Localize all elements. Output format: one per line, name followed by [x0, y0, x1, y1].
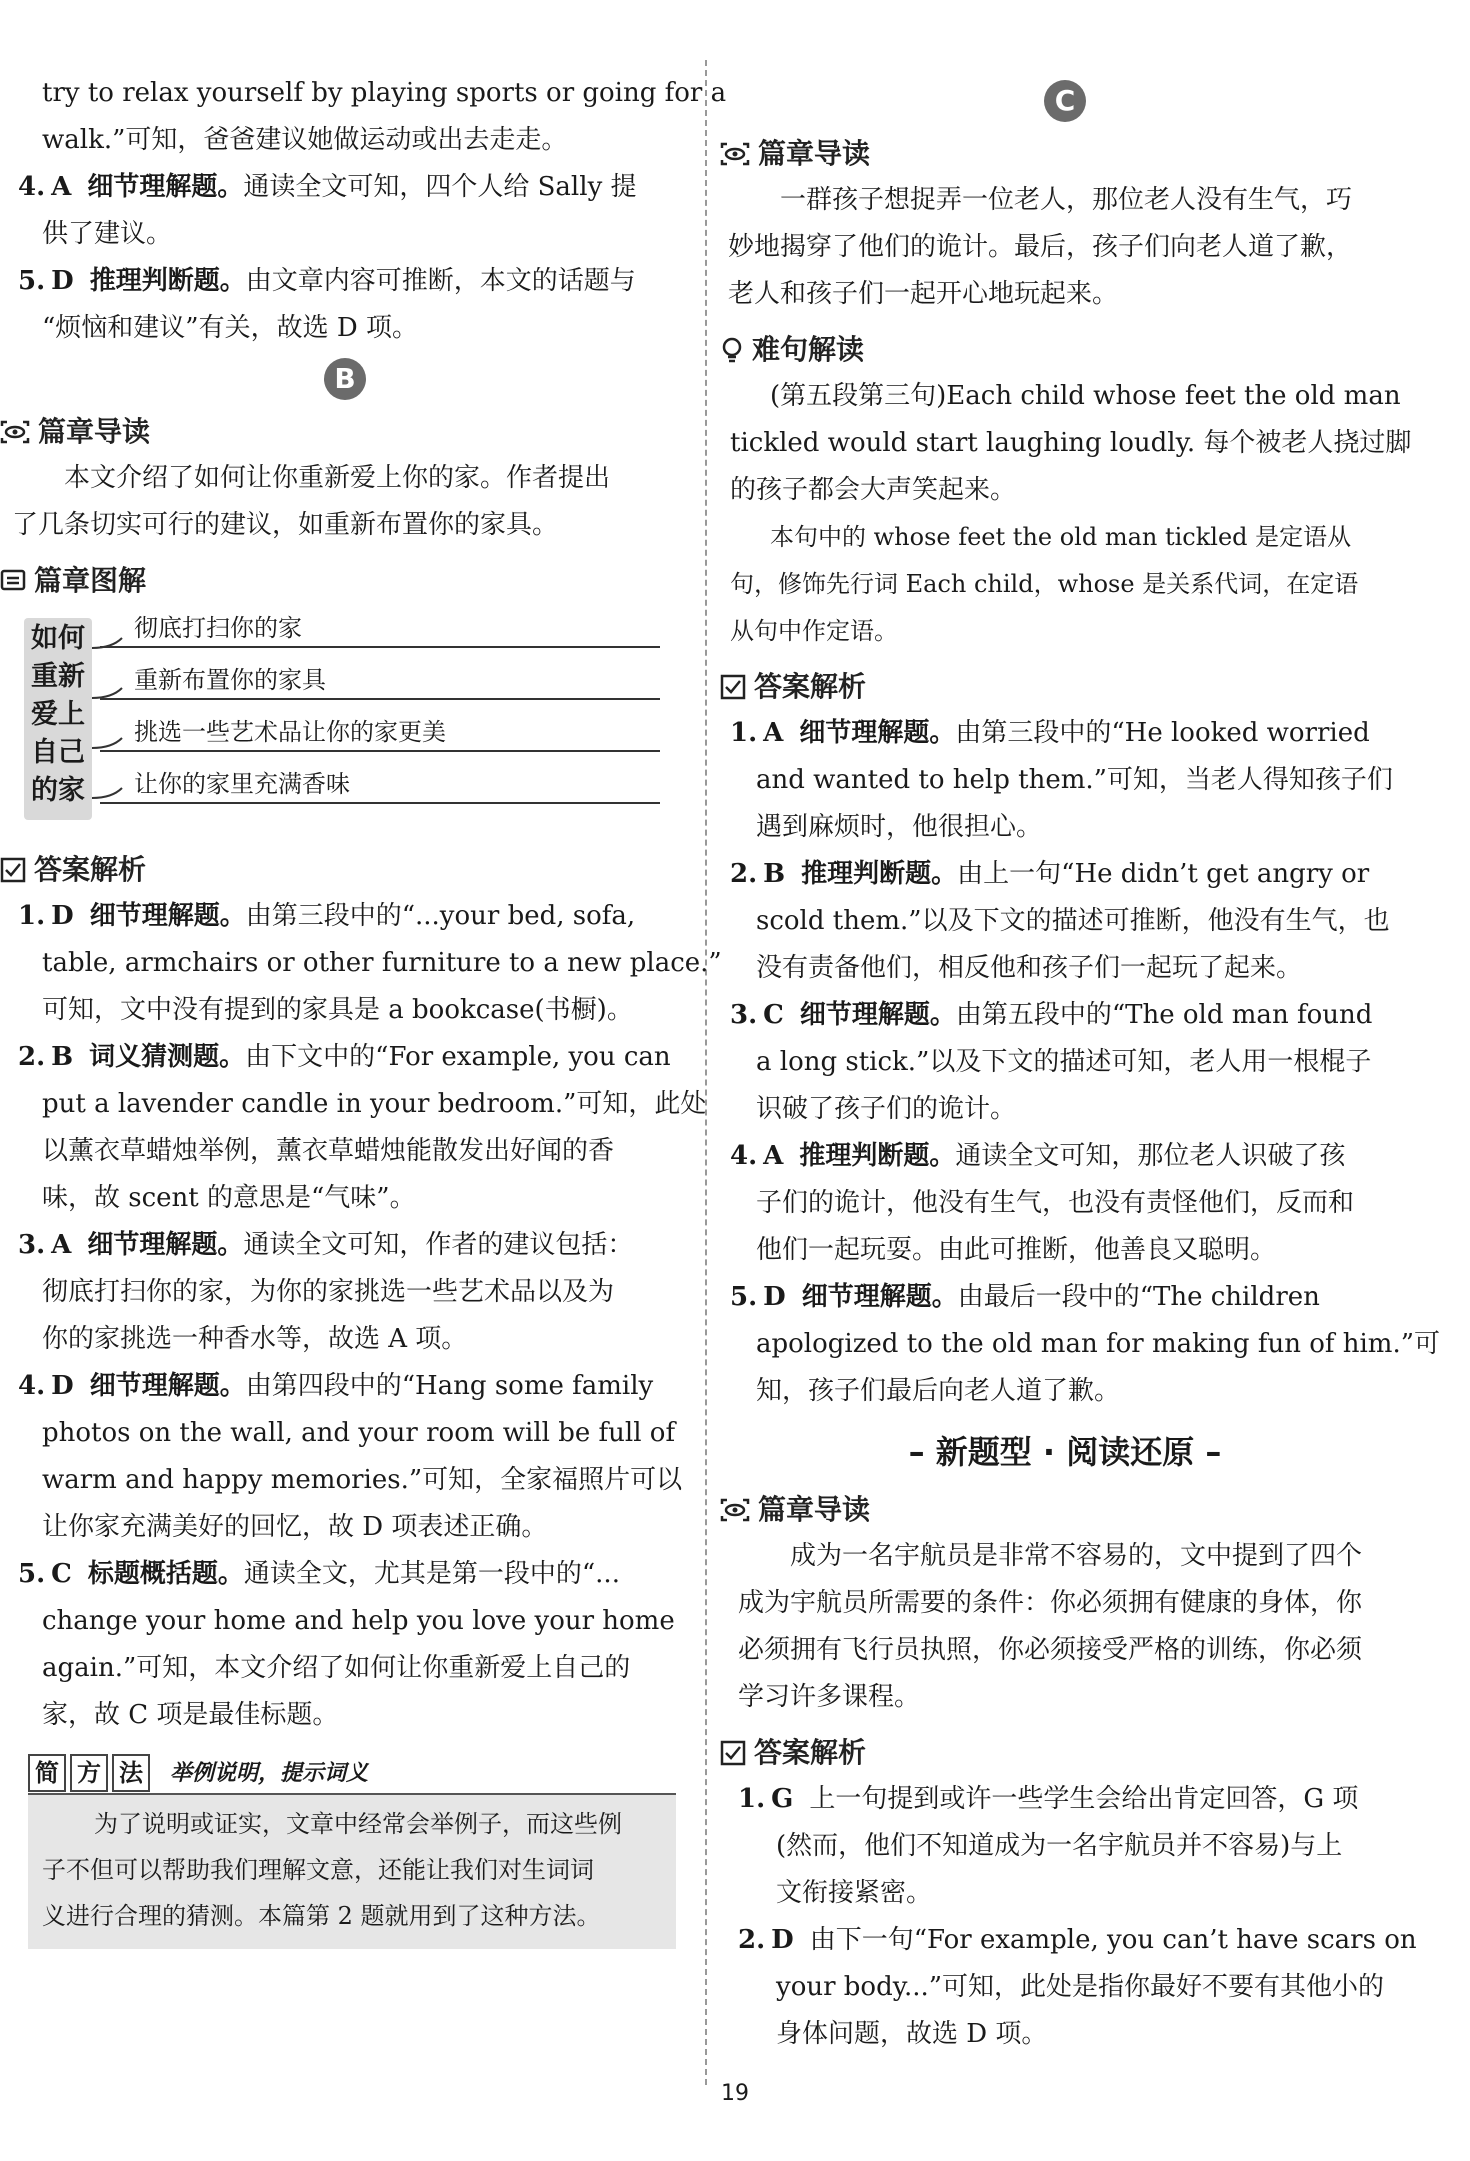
explanation-line: 由第四段中的“Hang some family [245, 1371, 654, 1401]
answer-heading [720, 663, 1410, 710]
right-column [720, 70, 1441, 2058]
diagram-center-line: 重新 [31, 661, 85, 692]
guide-heading [720, 130, 1410, 177]
question-type: 词义猜测题。 [89, 1042, 246, 1072]
explanation-line: 通读全文可知，那位老人识破了孩 [955, 1141, 1346, 1171]
explanation-line: 让你家充满美好的回忆，故 D 项表述正确。 [42, 1512, 548, 1542]
explanation-line: photos on the wall, and your room will be full of [42, 1418, 676, 1448]
question-number: 5. [730, 1282, 758, 1312]
answer-item [720, 710, 1410, 851]
diagram-branch: 彻底打扫你的家 [100, 608, 660, 648]
answer-letter: C [763, 1000, 784, 1030]
diagram-title: 篇章图解 [34, 564, 147, 597]
text-line: walk.”可知，爸爸建议她做运动或出去走走。 [42, 125, 568, 155]
explanation-line: a long stick.”以及下文的描述可知，老人用一根棍子 [756, 1047, 1372, 1077]
explanation-line: 知，孩子们最后向老人道了歉。 [756, 1376, 1121, 1406]
eye-icon [0, 420, 30, 444]
explanation-line: 通读全文可知，四个人给 Sally 提 [243, 172, 637, 202]
answer-item [0, 1551, 690, 1739]
diagram-center [24, 618, 92, 820]
text-line: (第五段第三句)Each child whose feet the old man [770, 381, 1401, 411]
left-column [0, 70, 727, 1949]
question-number: 1. [730, 718, 758, 748]
tip-cell: 简 [28, 1754, 66, 1792]
explanation-line: 上一句提到或许一些学生会给出肯定回答，G 项 [809, 1784, 1359, 1814]
text-line: 必须拥有飞行员执照，你必须接受严格的训练，你必须 [738, 1635, 1363, 1665]
explanation-line: 由下文中的“For example, you can [245, 1042, 671, 1072]
guide-title: 篇章导读 [758, 137, 871, 170]
explanation-line: 他们一起玩耍。由此可推断，他善良又聪明。 [756, 1235, 1277, 1265]
guide-title: 篇章导读 [38, 415, 151, 448]
diagram-heading [0, 557, 690, 604]
explanation-line: your body...”可知，此处是指你最好不要有其他小的 [776, 1972, 1385, 2002]
explanation-line: change your home and help you love your home [42, 1606, 675, 1636]
answer-item [720, 1133, 1410, 1274]
explanation-line: 可知，文中没有提到的家具是 a bookcase(书橱)。 [42, 995, 633, 1025]
list-icon [0, 569, 26, 593]
chapter-diagram [0, 608, 690, 838]
question-number: 2. [18, 1042, 46, 1072]
checkbox-icon [720, 674, 746, 700]
answer-letter: A [763, 718, 784, 748]
tip-line: 子不但可以帮助我们理解文意，还能让我们对生词词 [42, 1856, 594, 1884]
question-type: 细节理解题。 [799, 718, 956, 748]
checkbox-icon [0, 857, 26, 883]
diagram-branch: 重新布置你的家具 [100, 660, 660, 700]
explanation-line: 通读全文可知，作者的建议包括： [243, 1230, 634, 1260]
answer-letter: A [51, 172, 72, 202]
answer-letter: C [51, 1559, 72, 1589]
diagram-center-line: 爱上 [31, 699, 85, 730]
eye-icon [720, 142, 750, 166]
explanation-line: 由下一句“For example, you can’t have scars on [809, 1925, 1417, 1955]
question-number: 5. [18, 1559, 46, 1589]
explanation-line: 文衔接紧密。 [776, 1878, 933, 1908]
diagram-center-line: 如何 [31, 623, 85, 654]
answer-letter: D [771, 1925, 794, 1955]
question-number: 1. [18, 901, 46, 931]
answer-heading [0, 846, 690, 893]
explanation-line: 身体问题，故选 D 项。 [776, 2019, 1048, 2049]
answer-item [720, 1776, 1410, 1917]
answer-letter: B [51, 1042, 74, 1072]
text-line: 了几条切实可行的建议，如重新布置你的家具。 [12, 510, 559, 540]
question-type: 细节理解题。 [89, 901, 246, 931]
question-number: 4. [730, 1141, 758, 1171]
answer-letter: G [771, 1784, 794, 1814]
answer-title: 答案解析 [754, 670, 867, 703]
lightbulb-icon [720, 336, 744, 364]
text-line: 本文介绍了如何让你重新爱上你的家。作者提出 [64, 463, 611, 493]
explanation-line: 你的家挑选一种香水等，故选 A 项。 [42, 1324, 468, 1354]
explanation-line: 味，故 scent 的意思是“气味”。 [42, 1183, 416, 1213]
answer-letter: A [51, 1230, 72, 1260]
question-number: 2. [730, 859, 758, 889]
question-type: 细节理解题。 [89, 1371, 246, 1401]
explanation-line: and wanted to help them.”可知，当老人得知孩子们 [756, 765, 1393, 795]
explanation-line: 子们的诡计，他没有生气，也没有责怪他们，反而和 [756, 1188, 1355, 1218]
explanation-line: (然而，他们不知道成为一名宇航员并不容易)与上 [776, 1831, 1343, 1861]
question-type: 推理判断题。 [89, 266, 246, 296]
question-number: 3. [730, 1000, 758, 1030]
diagram-branch: 挑选一些艺术品让你的家更美 [100, 712, 660, 752]
section-badge-c: C [1044, 80, 1086, 122]
question-type: 细节理解题。 [799, 1000, 956, 1030]
text-line: try to relax yourself by playing sports or going for a [42, 78, 727, 108]
text-line: 学习许多课程。 [738, 1682, 921, 1712]
diagram-center-line: 的家 [31, 775, 85, 806]
method-tip-box [28, 1753, 676, 1949]
answer-letter: D [51, 901, 74, 931]
text-line: 的孩子都会大声笑起来。 [730, 475, 1017, 505]
tip-header [28, 1753, 676, 1795]
page-number: 19 [721, 2081, 749, 2106]
text-line: 成为宇航员所需要的条件：你必须拥有健康的身体，你 [738, 1588, 1363, 1618]
tip-cell: 方 [70, 1754, 108, 1792]
new-type-title: – 新题型 · 阅读还原 – [908, 1433, 1222, 1471]
question-number: 2. [738, 1925, 766, 1955]
explanation-line: “烦恼和建议”有关，故选 D 项。 [42, 313, 418, 343]
eye-icon [720, 1498, 750, 1522]
question-type: 推理判断题。 [799, 1141, 956, 1171]
question-type: 细节理解题。 [801, 1282, 958, 1312]
answer-letter: D [763, 1282, 786, 1312]
tip-cell: 法 [112, 1754, 150, 1792]
answer-letter: D [51, 1371, 74, 1401]
explanation-line: warm and happy memories.”可知，全家福照片可以 [42, 1465, 683, 1495]
answer-item [720, 1274, 1441, 1415]
text-line: 老人和孩子们一起开心地玩起来。 [728, 279, 1119, 309]
hard-sentence-title: 难句解读 [752, 333, 865, 366]
guide-title: 篇章导读 [758, 1493, 871, 1526]
explanation-line: 由上一句“He didn’t get angry or [957, 859, 1370, 889]
answer-item [0, 893, 722, 1034]
diagram-center-line: 自己 [31, 737, 85, 768]
section-badge-b: B [324, 358, 366, 400]
explanation-line: 以薰衣草蜡烛举例，薰衣草蜡烛能散发出好闻的香 [42, 1136, 615, 1166]
explanation-line: again.”可知，本文介绍了如何让你重新爱上自己的 [42, 1653, 631, 1683]
answer-title: 答案解析 [754, 1736, 867, 1769]
question-number: 3. [18, 1230, 46, 1260]
explanation-line: 遇到麻烦时，他很担心。 [756, 812, 1043, 842]
text-line: 成为一名宇航员是非常不容易的，文中提到了四个 [790, 1541, 1363, 1571]
explanation-line: 由最后一段中的“The children [957, 1282, 1320, 1312]
explanation-line: 彻底打扫你的家，为你的家挑选一些艺术品以及为 [42, 1277, 615, 1307]
answer-item [720, 851, 1410, 992]
explanation-line: table, armchairs or other furniture to a new place.” [42, 948, 722, 978]
text-line: 从句中作定语。 [730, 617, 898, 645]
tip-title: 举例说明，提示词义 [170, 1759, 369, 1786]
question-number: 5. [18, 266, 46, 296]
text-line: 一群孩子想捉弄一位老人，那位老人没有生气，巧 [780, 185, 1353, 215]
explanation-line: 家，故 C 项是最佳标题。 [42, 1700, 339, 1730]
answer-item [0, 1363, 690, 1551]
answer-item [0, 1034, 707, 1222]
tip-line: 义进行合理的猜测。本篇第 2 题就用到了这种方法。 [42, 1902, 601, 1930]
answer-heading [720, 1729, 1410, 1776]
explanation-line: 识破了孩子们的诡计。 [756, 1094, 1017, 1124]
diagram-branch: 让你的家里充满香味 [100, 764, 660, 804]
answer-item [720, 992, 1410, 1133]
question-type: 推理判断题。 [801, 859, 958, 889]
checkbox-icon [720, 1740, 746, 1766]
explanation-line: 由文章内容可推断，本文的话题与 [245, 266, 636, 296]
explanation-line: apologized to the old man for making fun of him.”可 [756, 1329, 1441, 1359]
question-type: 细节理解题。 [87, 1230, 244, 1260]
answer-item [0, 164, 690, 258]
explanation-line: scold them.”以及下文的描述可推断，他没有生气，也 [756, 906, 1390, 936]
answer-letter: A [763, 1141, 784, 1171]
answer-title: 答案解析 [34, 853, 147, 886]
question-number: 4. [18, 1371, 46, 1401]
answer-item [0, 1222, 690, 1363]
explanation-line: 供了建议。 [42, 219, 173, 249]
explanation-line: 没有责备他们，相反他和孩子们一起玩了起来。 [756, 953, 1303, 983]
answer-letter: D [51, 266, 74, 296]
question-number: 1. [738, 1784, 766, 1814]
question-type: 细节理解题。 [87, 172, 244, 202]
question-number: 4. [18, 172, 46, 202]
question-type: 标题概括题。 [87, 1559, 244, 1589]
guide-heading [720, 1486, 1410, 1533]
tip-line: 为了说明或证实，文章中经常会举例子，而这些例 [94, 1810, 622, 1838]
text-line: 句，修饰先行词 Each child，whose 是关系代词，在定语 [730, 570, 1359, 598]
guide-heading [0, 408, 690, 455]
hard-sentence-heading [720, 326, 1410, 373]
answer-item [720, 1917, 1417, 2058]
explanation-line: 由第五段中的“The old man found [955, 1000, 1373, 1030]
explanation-line: put a lavender candle in your bedroom.”可知，此处 [42, 1089, 707, 1119]
tip-body [28, 1795, 676, 1949]
answer-item [0, 258, 690, 352]
column-divider [705, 60, 707, 2085]
answer-letter: B [763, 859, 786, 889]
explanation-line: 由第三段中的“He looked worried [955, 718, 1370, 748]
text-line: tickled would start laughing loudly. 每个被老人挠过脚 [730, 428, 1412, 458]
explanation-line: 通读全文，尤其是第一段中的“... [243, 1559, 620, 1589]
explanation-line: 由第三段中的“...your bed, sofa, [245, 901, 636, 931]
text-line: 妙地揭穿了他们的诡计。最后，孩子们向老人道了歉， [728, 232, 1353, 262]
text-line: 本句中的 whose feet the old man tickled 是定语从 [770, 523, 1352, 551]
